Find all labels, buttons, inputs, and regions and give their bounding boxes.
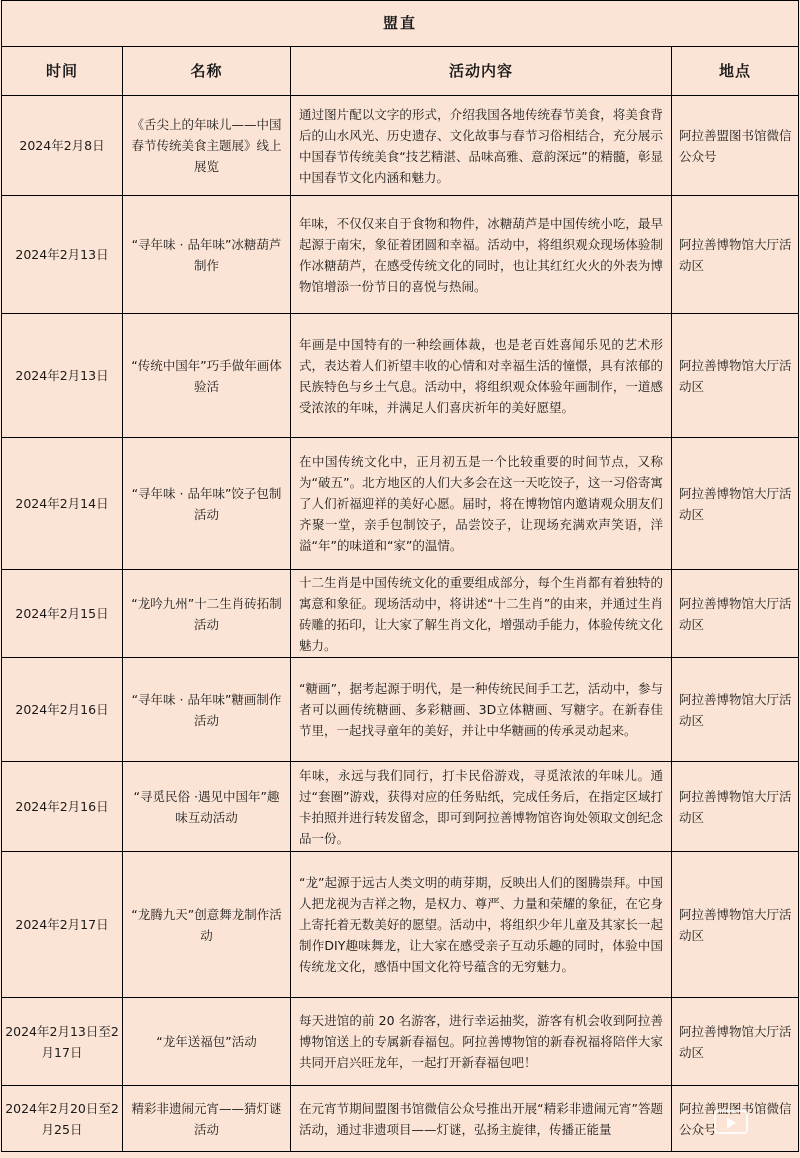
cell-date: 2024年2月14日 (2, 438, 123, 570)
cell-content: 年味，不仅仅来自于食物和物件，冰糖葫芦是中国传统小吃，最早起源于南宋，象征着团圆和幸福。活动中，将组织观众现场体验制作冰糖葫芦，在感受传统文化的同时，也让其红红火火的外表为博物馆增添一份节日的喜悦与热闹。 (291, 196, 672, 314)
cell-location: 阿拉善博物馆大厅活动区 (672, 570, 799, 658)
header-content: 活动内容 (291, 47, 672, 96)
cell-content: 通过图片配以文字的形式，介绍我国各地传统春节美食，将美食背后的山水风光、历史遗存、文化故事与春节习俗相结合，充分展示中国春节传统美食“技艺精湛、品味高雅、意韵深远”的精髓，彰显中国春节文化内涵和魅力。 (291, 96, 672, 196)
cell-name: “寻年味 · 品年味”冰糖葫芦制作 (123, 196, 291, 314)
header-date: 时间 (2, 47, 123, 96)
table-row (2, 762, 799, 852)
cell-name: “龙腾九天”创意舞龙制作活动 (123, 852, 291, 998)
cell-content: 在元宵节期间盟图书馆微信公众号推出开展“精彩非遗闹元宵”答题活动，通过非遗项目——灯谜，弘扬主旋律，传播正能量 (291, 1086, 672, 1152)
cell-location: 阿拉善盟图书馆微信公众号 (672, 96, 799, 196)
table-row (2, 438, 799, 570)
table-row (2, 314, 799, 438)
cell-date: 2024年2月16日 (2, 658, 123, 762)
activity-table (1, 0, 799, 1152)
cell-date: 2024年2月17日 (2, 852, 123, 998)
table-title: 盟直 (2, 1, 799, 47)
cell-location: 阿拉善博物馆大厅活动区 (672, 998, 799, 1086)
cell-content: 年画是中国特有的一种绘画体裁，也是老百姓喜闻乐见的艺术形式，表达着人们祈望丰收的心情和对幸福生活的憧憬，具有浓郁的民族特色与乡土气息。活动中，将组织观众体验年画制作，一道感受浓浓的年味，并满足人们喜庆祈年的美好愿望。 (291, 314, 672, 438)
cell-location: 阿拉善博物馆大厅活动区 (672, 438, 799, 570)
table-row (2, 570, 799, 658)
cell-name: “寻年味 · 品年味”糖画制作活动 (123, 658, 291, 762)
cell-location: 阿拉善博物馆大厅活动区 (672, 762, 799, 852)
cell-date: 2024年2月13日 (2, 196, 123, 314)
cell-location: 阿拉善博物馆大厅活动区 (672, 314, 799, 438)
header-name: 名称 (123, 47, 291, 96)
cell-name: “龙吟九州”十二生肖砖拓制活动 (123, 570, 291, 658)
cell-name: “传统中国年”巧手做年画体验活 (123, 314, 291, 438)
cell-date: 2024年2月15日 (2, 570, 123, 658)
table-title-row (2, 1, 799, 47)
cell-date: 2024年2月16日 (2, 762, 123, 852)
cell-location: 阿拉善博物馆大厅活动区 (672, 852, 799, 998)
table-row (2, 658, 799, 762)
cell-content: 在中国传统文化中，正月初五是一个比较重要的时间节点，又称为“破五”。北方地区的人们大多会在这一天吃饺子，这一习俗寄寓了人们祈福迎祥的美好心愿。届时，将在博物馆内邀请观众朋友们齐聚一堂，亲手包制饺子，品尝饺子，让现场充满欢声笑语，洋溢“年”的味道和“家”的温情。 (291, 438, 672, 570)
cell-content: “糖画”，据考起源于明代，是一种传统民间手工艺，活动中，参与者可以画传统糖画、多彩糖画、3D立体糖画、写糖字。在新春佳节里，一起找寻童年的美好，并让中华糖画的传承灵动起来。 (291, 658, 672, 762)
cell-date: 2024年2月13日至2月17日 (2, 998, 123, 1086)
table-row (2, 96, 799, 196)
cell-name: 精彩非遗闹元宵——猜灯谜活动 (123, 1086, 291, 1152)
cell-location: 阿拉善博物馆大厅活动区 (672, 658, 799, 762)
cell-content: 年味，永远与我们同行，打卡民俗游戏，寻觅浓浓的年味儿。通过“套圈”游戏，获得对应的任务贴纸，完成任务后，在指定区域打卡拍照并进行转发留念，即可到阿拉善博物馆咨询处领取文创纪念品一份。 (291, 762, 672, 852)
cell-date: 2024年2月20日至2月25日 (2, 1086, 123, 1152)
cell-name: 《舌尖上的年味儿——中国春节传统美食主题展》线上展览 (123, 96, 291, 196)
table-row (2, 852, 799, 998)
cell-name: “龙年送福包”活动 (123, 998, 291, 1086)
cell-location: 阿拉善博物馆大厅活动区 (672, 196, 799, 314)
cell-content: “龙”起源于远古人类文明的萌芽期，反映出人们的图腾崇拜。中国人把龙视为吉祥之物，是权力、尊严、力量和荣耀的象征，在它身上寄托着无数美好的愿望。活动中，将组织少年儿童及其家长一起制作DIY趣味舞龙，让大家在感受亲子互动乐趣的同时，体验中国传统龙文化，感悟中国文化符号蕴含的无穷魅力。 (291, 852, 672, 998)
table-row (2, 998, 799, 1086)
table-row (2, 1086, 799, 1152)
cell-content: 每天进馆的前 20 名游客，进行幸运抽奖，游客有机会收到阿拉善博物馆送上的专属新春福包。阿拉善博物馆的新春祝福将陪伴大家共同开启兴旺龙年，一起打开新春福包吧！ (291, 998, 672, 1086)
table-row (2, 196, 799, 314)
table-header-row (2, 47, 799, 96)
cell-name: “寻觅民俗 ·遇见中国年”趣味互动活动 (123, 762, 291, 852)
cell-date: 2024年2月8日 (2, 96, 123, 196)
cell-content: 十二生肖是中国传统文化的重要组成部分，每个生肖都有着独特的寓意和象征。现场活动中，将讲述“十二生肖”的由来，并通过生肖砖雕的拓印，让大家了解生肖文化，增强动手能力，体验传统文化魅力。 (291, 570, 672, 658)
cell-date: 2024年2月13日 (2, 314, 123, 438)
cell-location: 阿拉善盟图书馆微信公众号 (672, 1086, 799, 1152)
header-location: 地点 (672, 47, 799, 96)
cell-name: “寻年味 · 品年味”饺子包制活动 (123, 438, 291, 570)
